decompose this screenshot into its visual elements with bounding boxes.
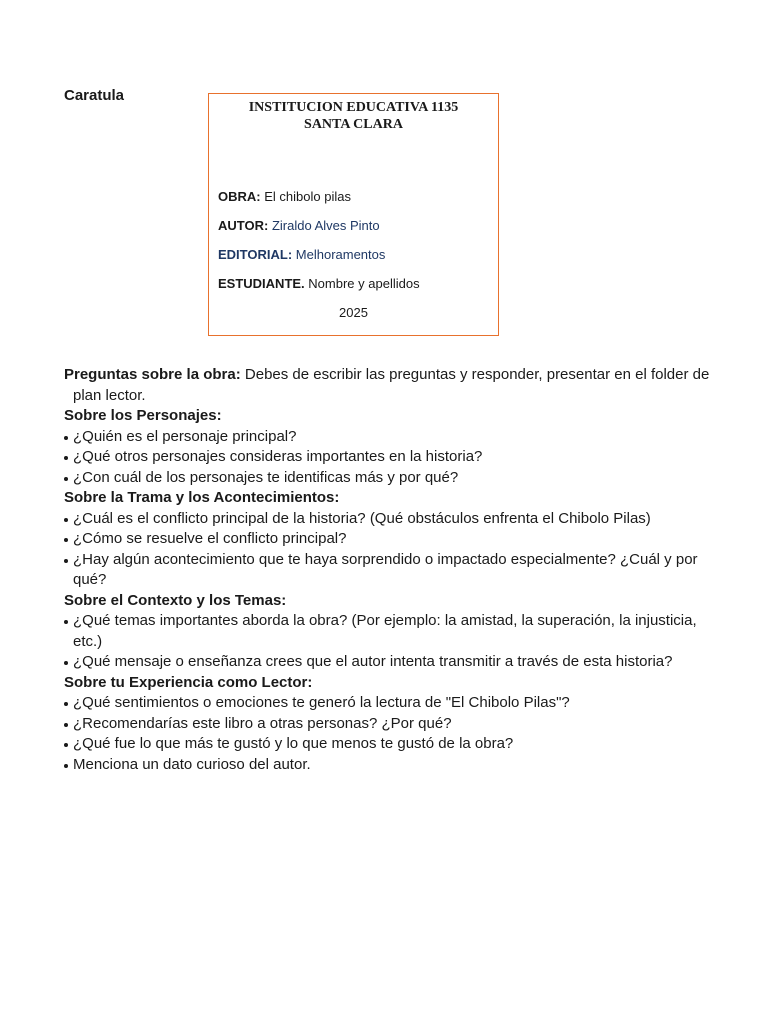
obra-value: El chibolo pilas xyxy=(264,189,351,204)
school-name xyxy=(209,99,498,133)
question-item: ¿Cómo se resuelve el conflicto principal? xyxy=(64,529,714,550)
questions-body xyxy=(64,365,714,775)
question-item: ¿Cuál es el conflicto principal de la historia? (Qué obstáculos enfrenta el Chibolo Pilas) xyxy=(64,509,714,530)
editorial-value: Melhoramentos xyxy=(295,247,386,262)
intro-text: Debes de escribir las preguntas y responder, presentar en el folder de plan lector. xyxy=(73,366,710,404)
autor-label: AUTOR: xyxy=(218,218,269,233)
question-item: Menciona un dato curioso del autor. xyxy=(64,755,714,776)
editorial-label: EDITORIAL: xyxy=(218,247,293,262)
school-name-line1: INSTITUCION EDUCATIVA 1135 xyxy=(248,100,459,115)
intro-paragraph xyxy=(64,365,714,406)
estudiante-field xyxy=(218,276,420,291)
estudiante-value: Nombre y apellidos xyxy=(308,276,420,291)
intro-label: Preguntas sobre la obra: xyxy=(64,366,241,383)
cover-year: 2025 xyxy=(339,305,368,320)
autor-value: Ziraldo Alves Pinto xyxy=(271,218,380,233)
question-item: ¿Con cuál de los personajes te identificas más y por qué? xyxy=(64,468,714,489)
question-item: ¿Qué sentimientos o emociones te generó la lectura de "El Chibolo Pilas"? xyxy=(64,693,714,714)
estudiante-label: ESTUDIANTE. xyxy=(218,276,305,291)
question-item: ¿Quién es el personaje principal? xyxy=(64,427,714,448)
editorial-field xyxy=(218,247,385,262)
question-item: ¿Qué mensaje o enseñanza crees que el autor intenta transmitir a través de esta historia? xyxy=(64,652,714,673)
section-heading: Sobre tu Experiencia como Lector: xyxy=(64,673,313,691)
school-name-line2: SANTA CLARA xyxy=(304,117,403,132)
section-heading: Sobre el Contexto y los Temas: xyxy=(64,591,287,609)
question-item: ¿Qué fue lo que más te gustó y lo que menos te gustó de la obra? xyxy=(64,734,714,755)
section-heading: Sobre la Trama y los Acontecimientos: xyxy=(64,489,340,506)
question-item: ¿Recomendarías este libro a otras personas? ¿Por qué? xyxy=(64,714,714,735)
cover-page-box xyxy=(208,93,499,336)
question-item: ¿Qué temas importantes aborda la obra? (Por ejemplo: la amistad, la superación, la injusticia, etc.) xyxy=(64,611,714,652)
caratula-label: Caratula xyxy=(64,87,125,104)
section-heading: Sobre los Personajes: xyxy=(64,407,222,424)
obra-label: OBRA: xyxy=(218,189,261,204)
question-item: ¿Qué otros personajes consideras importantes en la historia? xyxy=(64,447,714,468)
obra-field xyxy=(218,189,351,204)
autor-field xyxy=(218,218,380,233)
question-item: ¿Hay algún acontecimiento que te haya sorprendido o impactado especialmente? ¿Cuál y por qué? xyxy=(64,550,714,591)
